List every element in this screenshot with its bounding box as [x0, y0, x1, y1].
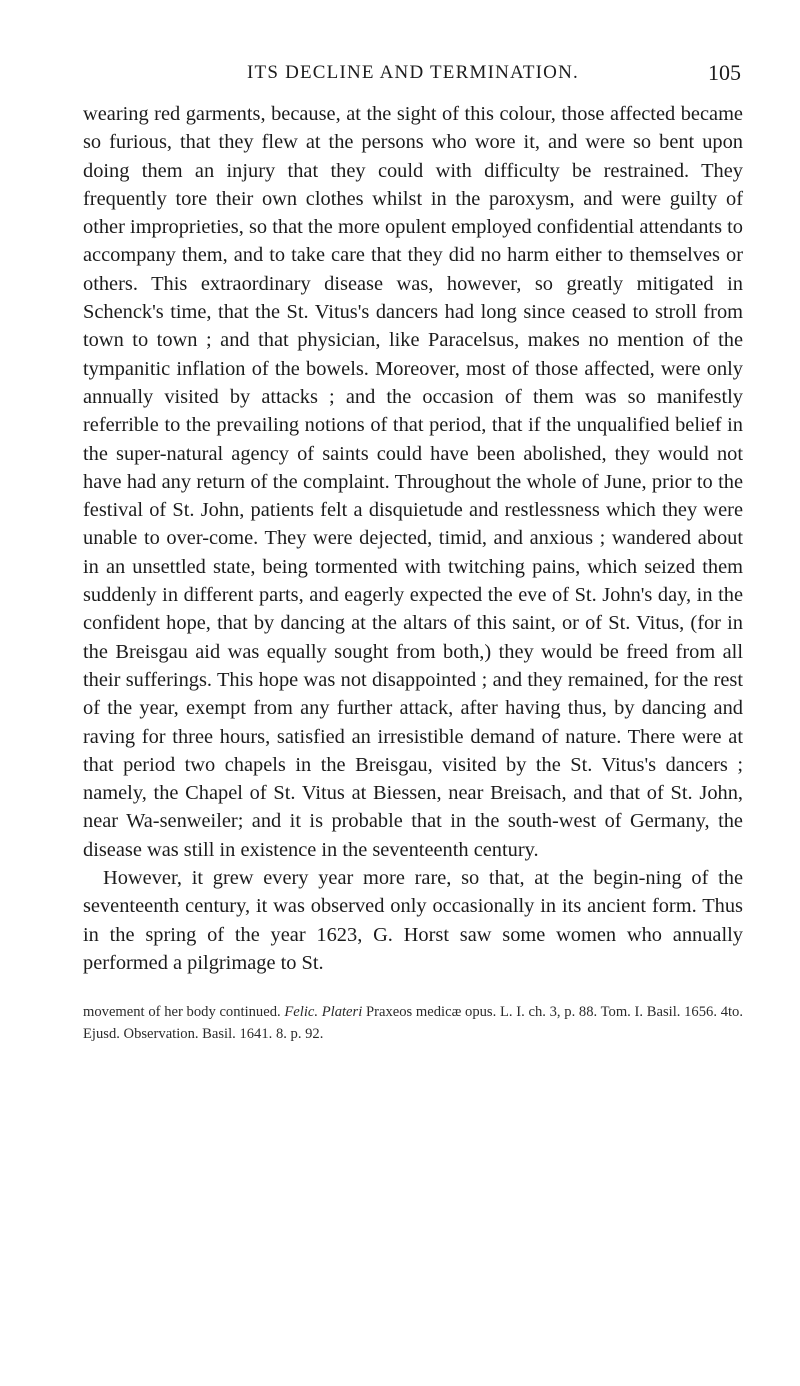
- running-head: [83, 58, 743, 88]
- footnote-citation: Praxeos medicæ opus. L. I. ch. 3, p. 88. Tom. I. Basil. 1656. 4to. Ejusd. Observation. Basil. 1641. 8. p. 92.: [83, 1004, 743, 1043]
- book-page: [83, 58, 743, 1045]
- paragraph: However, it grew every year more rare, so that, at the begin-ning of the seventeenth century, it was observed only occasionally in its ancient form. Thus in the spring of the year 1623, G. Horst saw some women who annually performed a pilgrimage to St.: [83, 867, 743, 974]
- body-text: [83, 100, 743, 977]
- page-number: 105: [708, 60, 741, 85]
- footnote: [83, 1001, 743, 1045]
- footnote-author: Felic. Plateri: [284, 1004, 363, 1021]
- footnote-text: movement of her body continued.: [83, 1004, 281, 1021]
- paragraph: wearing red garments, because, at the sight of this colour, those affected became so furious, that they flew at the persons who wore it, and were so bent upon doing them an injury that they could with difficulty be restrained. They frequently tore their own clothes whilst in the paroxysm, and were guilty of other improprieties, so that the more opulent employed confidential attendants to accompany them, and to take care that they did no harm either to themselves or others. This extraordinary disease was, however, so greatly mitigated in Schenck's time, that the St. Vitus's dancers had long since ceased to stroll from town to town ; and that physician, like Paracelsus, makes no mention of the tympanitic inflation of the bowels. Moreover, most of those affected, were only annually visited by attacks ; and the occasion of them was so manifestly referrible to the prevailing notions of that period, that if the unqualified belief in the super-natural agency of saints could have been abolished, they would not have had any return of the complaint. Throughout the whole of June, prior to the festival of St. John, patients felt a disquietude and restlessness which they were unable to over-come. They were dejected, timid, and anxious ; wandered about in an unsettled state, being tormented with twitching pains, which seized them suddenly in different parts, and eagerly expected the eve of St. John's day, in the confident hope, that by dancing at the altars of this saint, or of St. Vitus, (for in the Breisgau aid was equally sought from both,) they would be freed from all their sufferings. This hope was not disappointed ; and they remained, for the rest of the year, exempt from any further attack, after having thus, by dancing and raving for three hours, satisfied an irresistible demand of nature. There were at that period two chapels in the Breisgau, visited by the St. Vitus's dancers ; namely, the Chapel of St. Vitus at Biessen, near Breisach, and that of St. John, near Wa-senweiler; and it is probable that in the south-west of Germany, the disease was still in existence in the seventeenth century.: [83, 103, 743, 861]
- running-title: ITS DECLINE AND TERMINATION.: [247, 62, 579, 83]
